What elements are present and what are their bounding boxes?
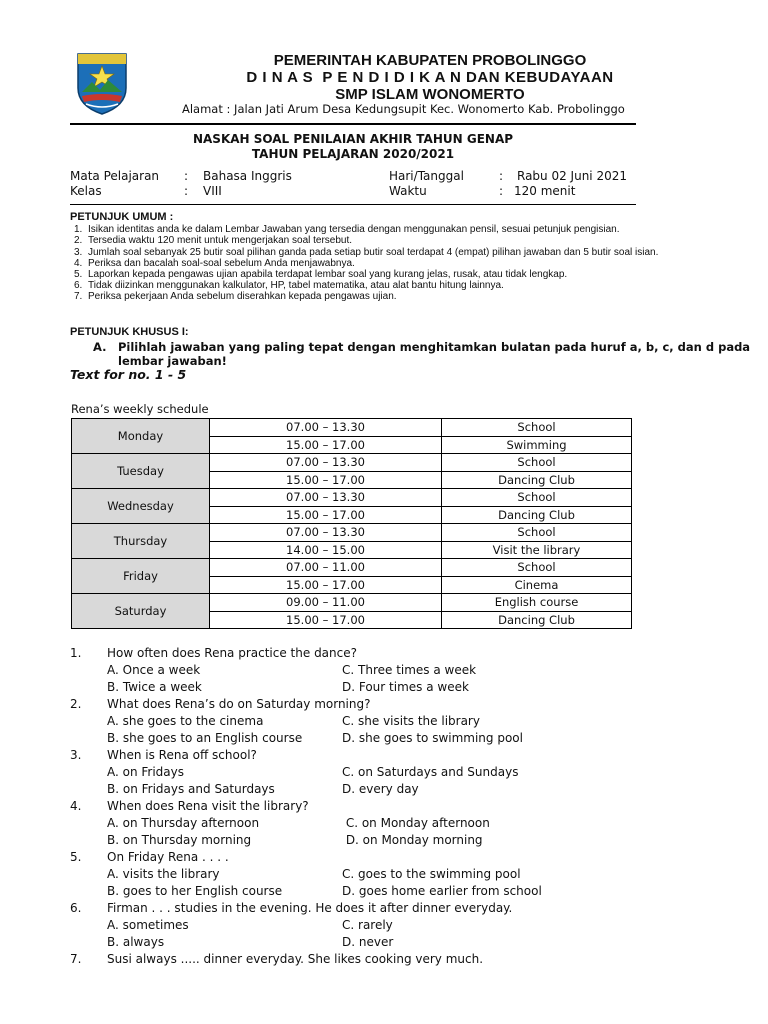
day-cell: Monday xyxy=(72,419,210,454)
special-letter: A. xyxy=(93,340,107,354)
activity-cell: Dancing Club xyxy=(442,471,632,489)
question-text: How often does Rena practice the dance? xyxy=(107,646,357,660)
special-instruction-line2: lembar jawaban! xyxy=(118,354,227,368)
day-cell: Saturday xyxy=(72,594,210,629)
option-c: C. rarely xyxy=(342,918,393,932)
general-item: 3. Jumlah soal sebanyak 25 butir soal pilihan ganda pada setiap butir soal terdapat 4 (empat) pilihan jawaban dan 5 butir soal isian. xyxy=(74,246,659,258)
time-colon: : xyxy=(499,184,504,198)
school-address: Alamat : Jalan Jati Arum Desa Kedungsupit Kec. Wonomerto Kab. Probolinggo xyxy=(182,102,625,116)
option-a: A. visits the library xyxy=(107,867,220,881)
class-value: VIII xyxy=(203,184,222,198)
table-row xyxy=(72,489,632,507)
activity-cell: School xyxy=(442,489,632,507)
special-heading: PETUNJUK KHUSUS I: xyxy=(70,326,189,338)
question-text: Susi always ..... dinner everyday. She likes cooking very much. xyxy=(107,952,484,966)
activity-cell: School xyxy=(442,559,632,577)
option-c: C. Three times a week xyxy=(342,663,477,677)
option-b: B. Twice a week xyxy=(107,680,202,694)
date-value: Rabu 02 Juni 2021 xyxy=(517,169,627,183)
time-cell: 09.00 – 11.00 xyxy=(210,594,442,612)
text-range-label: Text for no. 1 - 5 xyxy=(70,367,187,382)
option-c: C. on Saturdays and Sundays xyxy=(342,765,519,779)
time-cell: 15.00 – 17.00 xyxy=(210,471,442,489)
day-cell: Friday xyxy=(72,559,210,594)
option-a: A. Once a week xyxy=(107,663,201,677)
option-d: D. on Monday morning xyxy=(342,833,483,847)
subject-colon: : xyxy=(184,169,189,183)
weekly-schedule-table xyxy=(71,418,632,629)
activity-cell: Swimming xyxy=(442,436,632,454)
info-divider xyxy=(70,204,636,205)
table-row xyxy=(72,419,632,437)
schedule-caption: Rena’s weekly schedule xyxy=(71,402,209,416)
question-text: On Friday Rena . . . . xyxy=(107,850,229,864)
activity-cell: Cinema xyxy=(442,576,632,594)
option-d: D. Four times a week xyxy=(342,680,469,694)
option-b: B. on Thursday morning xyxy=(107,833,252,847)
activity-cell: Dancing Club xyxy=(442,506,632,524)
time-value: 120 menit xyxy=(514,184,576,198)
general-instructions xyxy=(70,212,700,303)
time-label: Waktu xyxy=(389,184,427,198)
option-c: C. on Monday afternoon xyxy=(342,816,490,830)
time-cell: 07.00 – 11.00 xyxy=(210,559,442,577)
date-colon: : xyxy=(499,169,504,183)
general-item: 7. Periksa pekerjaan Anda sebelum diserahkan kepada pengawas ujian. xyxy=(74,291,397,303)
option-b: B. always xyxy=(107,935,165,949)
activity-cell: English course xyxy=(442,594,632,612)
activity-cell: School xyxy=(442,419,632,437)
class-colon: : xyxy=(184,184,189,198)
exam-title: NASKAH SOAL PENILAIAN AKHIR TAHUN GENAP xyxy=(192,132,514,146)
option-d: D. goes home earlier from school xyxy=(342,884,542,898)
time-cell: 15.00 – 17.00 xyxy=(210,506,442,524)
question-text: What does Rena’s do on Saturday morning? xyxy=(107,697,371,711)
general-item: 1. Isikan identitas anda ke dalam Lembar Jawaban yang tersedia dengan menggunakan pensil, sesuai petunjuk pengisian. xyxy=(74,224,620,236)
question-number: 4. xyxy=(70,799,82,813)
day-cell: Tuesday xyxy=(72,454,210,489)
department-name: D I N A S P E N D I D I K A N DAN KEBUDAYAAN xyxy=(246,69,614,86)
general-item: 6. Tidak diizinkan menggunakan kalkulator, HP, tabel matematika, atau alat bantu hitung lainnya. xyxy=(74,280,504,292)
date-label: Hari/Tanggal xyxy=(389,169,464,183)
question-number: 3. xyxy=(70,748,82,762)
school-name: SMP ISLAM WONOMERTO xyxy=(335,86,525,103)
general-item: 4. Periksa dan bacalah soal-soal sebelum Anda menjawabnya. xyxy=(74,257,355,269)
table-row xyxy=(72,559,632,577)
option-b: B. on Fridays and Saturdays xyxy=(107,782,275,796)
question-text: Firman . . . studies in the evening. He does it after dinner everyday. xyxy=(107,901,513,915)
time-cell: 07.00 – 13.30 xyxy=(210,454,442,472)
class-label: Kelas xyxy=(70,184,102,198)
time-cell: 07.00 – 13.30 xyxy=(210,489,442,507)
option-d: D. never xyxy=(342,935,394,949)
time-cell: 15.00 – 17.00 xyxy=(210,611,442,629)
table-row xyxy=(72,454,632,472)
table-row xyxy=(72,524,632,542)
question-number: 6. xyxy=(70,901,82,915)
activity-cell: School xyxy=(442,454,632,472)
option-d: D. she goes to swimming pool xyxy=(342,731,523,745)
exam-year: TAHUN PELAJARAN 2020/2021 xyxy=(251,147,455,161)
general-item: 2. Tersedia waktu 120 menit untuk mengerjakan soal tersebut. xyxy=(74,235,353,247)
option-a: A. she goes to the cinema xyxy=(107,714,264,728)
activity-cell: Visit the library xyxy=(442,541,632,559)
day-cell: Wednesday xyxy=(72,489,210,524)
option-d: D. every day xyxy=(342,782,419,796)
time-cell: 15.00 – 17.00 xyxy=(210,436,442,454)
government-name: PEMERINTAH KABUPATEN PROBOLINGGO xyxy=(273,52,587,69)
time-cell: 07.00 – 13.30 xyxy=(210,524,442,542)
special-instruction-line1: Pilihlah jawaban yang paling tepat dengan menghitamkan bulatan pada huruf a, b, c, dan d pada xyxy=(118,340,751,354)
option-a: A. on Thursday afternoon xyxy=(107,816,260,830)
activity-cell: Dancing Club xyxy=(442,611,632,629)
question-number: 7. xyxy=(70,952,82,966)
option-a: A. on Fridays xyxy=(107,765,185,779)
question-number: 5. xyxy=(70,850,82,864)
question-text: When is Rena off school? xyxy=(107,748,257,762)
option-c: C. goes to the swimming pool xyxy=(342,867,521,881)
time-cell: 14.00 – 15.00 xyxy=(210,541,442,559)
general-heading: PETUNJUK UMUM : xyxy=(70,211,174,223)
option-a: A. sometimes xyxy=(107,918,189,932)
general-item: 5. Laporkan kepada pengawas ujian apabila terdapat lembar soal yang kurang jelas, rusak, atau tidak lengkap. xyxy=(74,269,568,281)
time-cell: 15.00 – 17.00 xyxy=(210,576,442,594)
header-divider xyxy=(70,123,636,125)
question-number: 2. xyxy=(70,697,82,711)
activity-cell: School xyxy=(442,524,632,542)
day-cell: Thursday xyxy=(72,524,210,559)
option-b: B. she goes to an English course xyxy=(107,731,303,745)
option-c: C. she visits the library xyxy=(342,714,480,728)
subject-label: Mata Pelajaran xyxy=(70,169,160,183)
question-number: 1. xyxy=(70,646,82,660)
option-b: B. goes to her English course xyxy=(107,884,283,898)
subject-value: Bahasa Inggris xyxy=(203,169,292,183)
question-text: When does Rena visit the library? xyxy=(107,799,309,813)
table-row xyxy=(72,594,632,612)
time-cell: 07.00 – 13.30 xyxy=(210,419,442,437)
regency-emblem-logo xyxy=(74,52,130,116)
